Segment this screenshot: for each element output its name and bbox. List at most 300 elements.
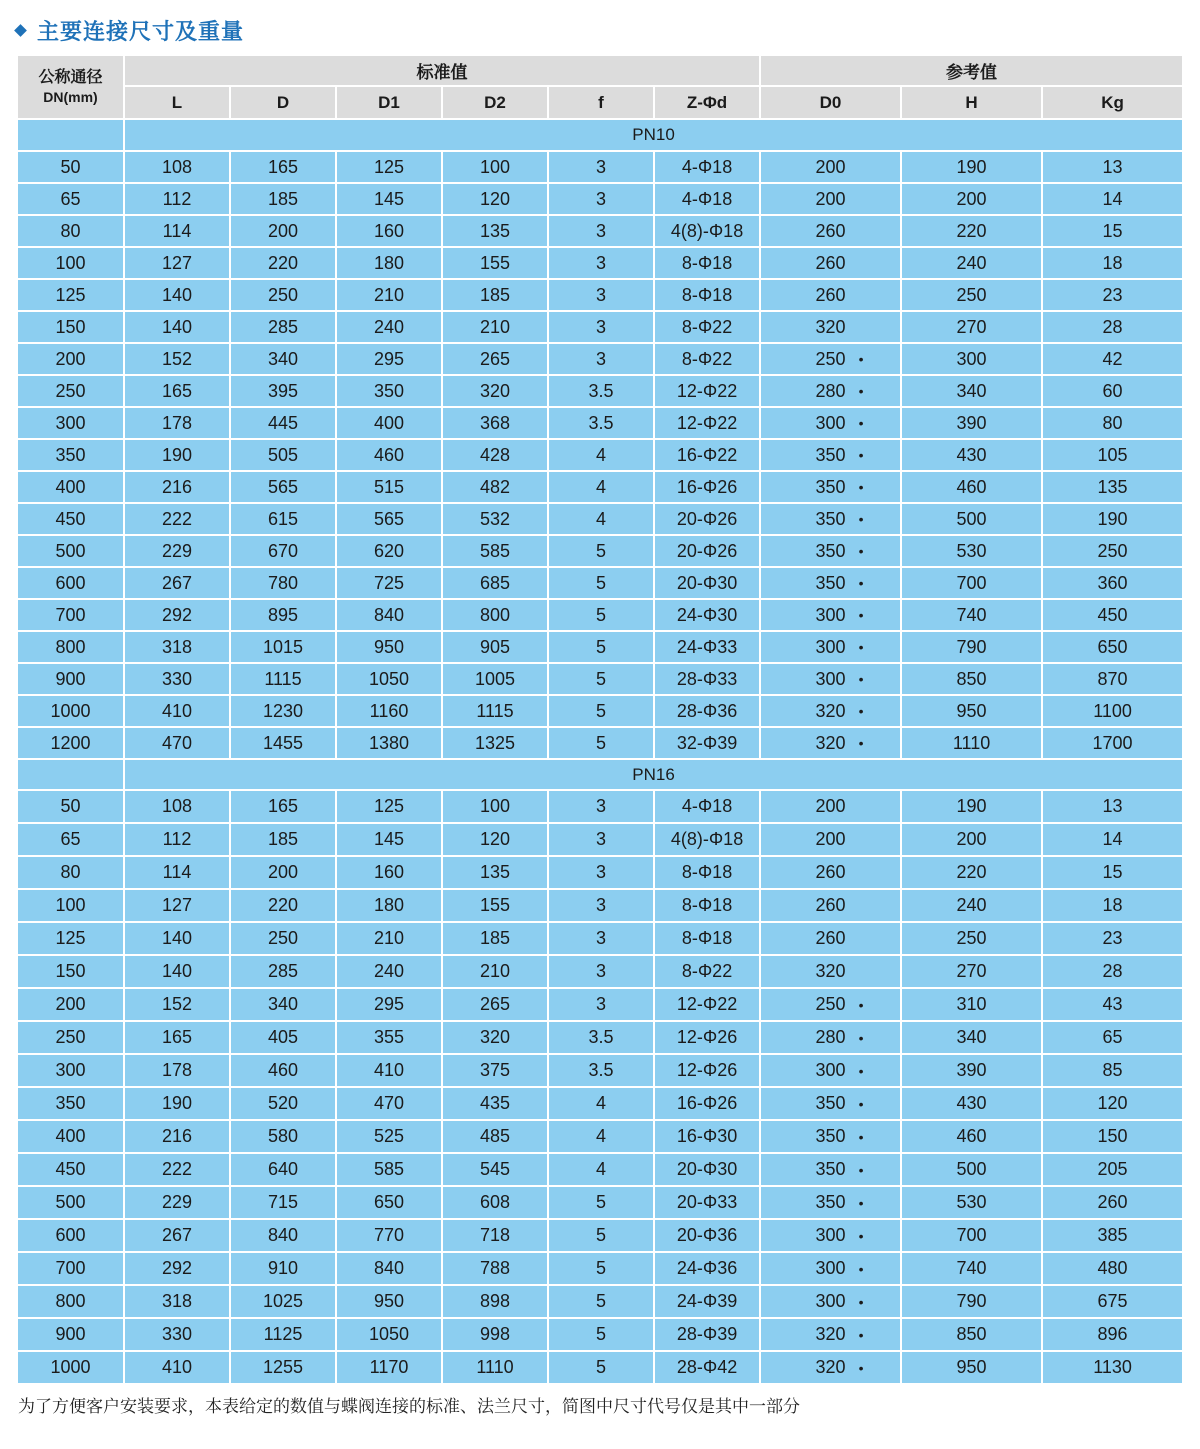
cell-z: 24-Φ36 bbox=[654, 1252, 760, 1285]
cell-d2: 210 bbox=[442, 311, 548, 343]
table-row bbox=[17, 1021, 1183, 1054]
column-header: Z-Φd bbox=[654, 86, 760, 119]
cell-d1: 355 bbox=[336, 1021, 442, 1054]
marker-dot: • bbox=[858, 1161, 864, 1178]
cell-kg: 896 bbox=[1042, 1318, 1183, 1351]
cell-h: 270 bbox=[901, 311, 1042, 343]
cell-dn: 80 bbox=[17, 856, 124, 889]
cell-l: 178 bbox=[124, 407, 230, 439]
d0-number: 280 bbox=[815, 1027, 846, 1047]
cell-d0 bbox=[760, 471, 901, 503]
d0-value bbox=[816, 928, 846, 949]
cell-kg: 360 bbox=[1042, 567, 1183, 599]
cell-d0 bbox=[760, 183, 901, 215]
d0-number: 300 bbox=[815, 1225, 846, 1245]
cell-d2: 905 bbox=[442, 631, 548, 663]
cell-h: 340 bbox=[901, 375, 1042, 407]
cell-h: 500 bbox=[901, 1153, 1042, 1186]
d0-value bbox=[815, 412, 864, 434]
cell-d1: 770 bbox=[336, 1219, 442, 1252]
footnote: 为了方便客户安装要求，本表给定的数值与蝶阀连接的标准、法兰尺寸，简图中尺寸代号仅是其中一部分 bbox=[18, 1397, 800, 1417]
d0-number: 260 bbox=[815, 928, 846, 948]
cell-d: 185 bbox=[230, 823, 336, 856]
cell-dn: 65 bbox=[17, 823, 124, 856]
d0-value bbox=[815, 1027, 864, 1048]
blank-cell bbox=[17, 119, 124, 151]
cell-kg: 1700 bbox=[1042, 727, 1183, 759]
cell-d0 bbox=[760, 1054, 901, 1087]
marker-dot: • bbox=[858, 511, 864, 527]
cell-d2: 545 bbox=[442, 1153, 548, 1186]
d0-value bbox=[815, 700, 864, 722]
cell-d1: 1380 bbox=[336, 727, 442, 759]
cell-h: 460 bbox=[901, 1120, 1042, 1153]
cell-z: 28-Φ39 bbox=[654, 1318, 760, 1351]
cell-dn: 600 bbox=[17, 567, 124, 599]
cell-kg: 43 bbox=[1042, 988, 1183, 1021]
cell-d2: 435 bbox=[442, 1087, 548, 1120]
d0-number: 250 bbox=[815, 348, 846, 369]
cell-dn: 300 bbox=[17, 407, 124, 439]
cell-l: 165 bbox=[124, 1021, 230, 1054]
cell-d0 bbox=[760, 1120, 901, 1153]
cell-d2: 998 bbox=[442, 1318, 548, 1351]
cell-dn: 65 bbox=[17, 183, 124, 215]
cell-kg: 260 bbox=[1042, 1186, 1183, 1219]
d0-number: 350 bbox=[815, 1192, 846, 1212]
cell-l: 222 bbox=[124, 503, 230, 535]
d0-number: 350 bbox=[815, 444, 846, 465]
marker-dot: • bbox=[858, 1293, 864, 1310]
cell-d2: 585 bbox=[442, 535, 548, 567]
cell-d0 bbox=[760, 215, 901, 247]
cell-z: 8-Φ18 bbox=[654, 889, 760, 922]
cell-h: 220 bbox=[901, 215, 1042, 247]
cell-h: 340 bbox=[901, 1021, 1042, 1054]
cell-d0 bbox=[760, 375, 901, 407]
cell-l: 108 bbox=[124, 151, 230, 183]
cell-f: 5 bbox=[548, 663, 654, 695]
cell-d: 780 bbox=[230, 567, 336, 599]
cell-f: 3 bbox=[548, 343, 654, 375]
cell-d0 bbox=[760, 535, 901, 567]
cell-l: 216 bbox=[124, 471, 230, 503]
cell-d1: 145 bbox=[336, 183, 442, 215]
cell-h: 430 bbox=[901, 439, 1042, 471]
cell-f: 3 bbox=[548, 279, 654, 311]
cell-h: 190 bbox=[901, 151, 1042, 183]
cell-kg: 80 bbox=[1042, 407, 1183, 439]
cell-d: 395 bbox=[230, 375, 336, 407]
d0-number: 200 bbox=[815, 156, 846, 177]
table-row bbox=[17, 1087, 1183, 1120]
cell-d0 bbox=[760, 1186, 901, 1219]
cell-l: 470 bbox=[124, 727, 230, 759]
d0-number: 350 bbox=[815, 1093, 846, 1113]
cell-dn: 700 bbox=[17, 1252, 124, 1285]
cell-f: 5 bbox=[548, 695, 654, 727]
cell-dn: 50 bbox=[17, 790, 124, 823]
cell-dn: 150 bbox=[17, 955, 124, 988]
cell-d: 840 bbox=[230, 1219, 336, 1252]
cell-d: 285 bbox=[230, 955, 336, 988]
table-row bbox=[17, 279, 1183, 311]
cell-d2: 532 bbox=[442, 503, 548, 535]
cell-d2: 185 bbox=[442, 279, 548, 311]
d0-value bbox=[815, 604, 864, 626]
pressure-class-label: PN16 bbox=[124, 759, 1183, 790]
cell-f: 3 bbox=[548, 922, 654, 955]
cell-d0 bbox=[760, 1087, 901, 1120]
marker-dot: • bbox=[858, 415, 864, 431]
cell-d: 1455 bbox=[230, 727, 336, 759]
cell-d: 615 bbox=[230, 503, 336, 535]
d0-value bbox=[816, 317, 846, 338]
diamond-bullet-icon bbox=[14, 24, 27, 37]
marker-dot: • bbox=[858, 1227, 864, 1244]
d0-number: 350 bbox=[815, 508, 846, 529]
cell-d1: 840 bbox=[336, 599, 442, 631]
cell-d1: 650 bbox=[336, 1186, 442, 1219]
marker-dot: • bbox=[858, 575, 864, 591]
cell-dn: 250 bbox=[17, 1021, 124, 1054]
cell-kg: 250 bbox=[1042, 535, 1183, 567]
cell-d1: 1170 bbox=[336, 1351, 442, 1384]
table-row bbox=[17, 183, 1183, 215]
table-row bbox=[17, 439, 1183, 471]
cell-d1: 840 bbox=[336, 1252, 442, 1285]
cell-d1: 180 bbox=[336, 247, 442, 279]
d0-value bbox=[815, 1060, 864, 1081]
cell-l: 140 bbox=[124, 922, 230, 955]
cell-h: 700 bbox=[901, 1219, 1042, 1252]
cell-f: 4 bbox=[548, 439, 654, 471]
cell-h: 850 bbox=[901, 1318, 1042, 1351]
cell-d0 bbox=[760, 311, 901, 343]
cell-d: 185 bbox=[230, 183, 336, 215]
table-row bbox=[17, 955, 1183, 988]
cell-d1: 160 bbox=[336, 215, 442, 247]
cell-d0 bbox=[760, 823, 901, 856]
cell-f: 3 bbox=[548, 955, 654, 988]
cell-dn: 1200 bbox=[17, 727, 124, 759]
cell-z: 4-Φ18 bbox=[654, 151, 760, 183]
cell-kg: 135 bbox=[1042, 471, 1183, 503]
cell-f: 4 bbox=[548, 1087, 654, 1120]
cell-kg: 450 bbox=[1042, 599, 1183, 631]
cell-kg: 28 bbox=[1042, 311, 1183, 343]
cell-d0 bbox=[760, 503, 901, 535]
cell-kg: 120 bbox=[1042, 1087, 1183, 1120]
cell-h: 950 bbox=[901, 695, 1042, 727]
cell-f: 4 bbox=[548, 1153, 654, 1186]
cell-d2: 428 bbox=[442, 439, 548, 471]
cell-h: 500 bbox=[901, 503, 1042, 535]
cell-d1: 240 bbox=[336, 955, 442, 988]
cell-h: 270 bbox=[901, 955, 1042, 988]
d0-number: 300 bbox=[815, 668, 846, 689]
cell-z: 8-Φ22 bbox=[654, 311, 760, 343]
cell-d2: 375 bbox=[442, 1054, 548, 1087]
d0-number: 260 bbox=[815, 895, 846, 915]
cell-h: 790 bbox=[901, 1285, 1042, 1318]
cell-l: 229 bbox=[124, 535, 230, 567]
marker-dot: • bbox=[858, 1128, 864, 1145]
cell-h: 300 bbox=[901, 343, 1042, 375]
d0-value bbox=[815, 476, 864, 498]
marker-dot: • bbox=[858, 735, 864, 751]
d0-value bbox=[816, 189, 846, 210]
cell-d0 bbox=[760, 599, 901, 631]
cell-d0 bbox=[760, 856, 901, 889]
cell-d0 bbox=[760, 889, 901, 922]
pressure-class-label: PN10 bbox=[124, 119, 1183, 151]
cell-dn: 80 bbox=[17, 215, 124, 247]
page-title: 主要连接尺寸及重量 bbox=[37, 19, 245, 45]
cell-z: 20-Φ26 bbox=[654, 535, 760, 567]
cell-d2: 1110 bbox=[442, 1351, 548, 1384]
d0-value bbox=[815, 540, 864, 562]
table-row bbox=[17, 1318, 1183, 1351]
cell-z: 12-Φ26 bbox=[654, 1021, 760, 1054]
table-row bbox=[17, 215, 1183, 247]
cell-kg: 1100 bbox=[1042, 695, 1183, 727]
cell-z: 20-Φ30 bbox=[654, 1153, 760, 1186]
marker-dot: • bbox=[858, 383, 864, 399]
cell-l: 140 bbox=[124, 955, 230, 988]
cell-d1: 145 bbox=[336, 823, 442, 856]
cell-l: 108 bbox=[124, 790, 230, 823]
section-title bbox=[14, 14, 244, 46]
cell-f: 3.5 bbox=[548, 407, 654, 439]
cell-dn: 125 bbox=[17, 922, 124, 955]
cell-l: 152 bbox=[124, 988, 230, 1021]
cell-kg: 1130 bbox=[1042, 1351, 1183, 1384]
cell-f: 3 bbox=[548, 856, 654, 889]
cell-d1: 515 bbox=[336, 471, 442, 503]
cell-d: 405 bbox=[230, 1021, 336, 1054]
cell-kg: 18 bbox=[1042, 889, 1183, 922]
cell-d1: 210 bbox=[336, 922, 442, 955]
cell-z: 28-Φ33 bbox=[654, 663, 760, 695]
table-row bbox=[17, 856, 1183, 889]
cell-f: 5 bbox=[548, 1219, 654, 1252]
cell-d2: 265 bbox=[442, 343, 548, 375]
cell-z: 20-Φ36 bbox=[654, 1219, 760, 1252]
cell-f: 5 bbox=[548, 1285, 654, 1318]
cell-l: 190 bbox=[124, 439, 230, 471]
cell-d0 bbox=[760, 955, 901, 988]
cell-d2: 368 bbox=[442, 407, 548, 439]
cell-d0 bbox=[760, 407, 901, 439]
cell-d1: 1160 bbox=[336, 695, 442, 727]
cell-z: 12-Φ22 bbox=[654, 375, 760, 407]
d0-number: 320 bbox=[815, 316, 846, 337]
cell-l: 140 bbox=[124, 279, 230, 311]
column-header: D bbox=[230, 86, 336, 119]
cell-d0 bbox=[760, 1318, 901, 1351]
d0-number: 300 bbox=[815, 636, 846, 657]
marker-dot: • bbox=[858, 1029, 864, 1046]
d0-number: 350 bbox=[815, 572, 846, 593]
cell-dn: 300 bbox=[17, 1054, 124, 1087]
cell-d: 445 bbox=[230, 407, 336, 439]
cell-d1: 725 bbox=[336, 567, 442, 599]
marker-dot: • bbox=[858, 1095, 864, 1112]
table-row bbox=[17, 889, 1183, 922]
d0-value bbox=[815, 1291, 864, 1312]
cell-z: 8-Φ22 bbox=[654, 955, 760, 988]
d0-value bbox=[815, 572, 864, 594]
table-row bbox=[17, 471, 1183, 503]
cell-f: 3.5 bbox=[548, 375, 654, 407]
d0-number: 260 bbox=[815, 862, 846, 882]
cell-f: 3 bbox=[548, 247, 654, 279]
cell-f: 5 bbox=[548, 1351, 654, 1384]
cell-h: 390 bbox=[901, 1054, 1042, 1087]
cell-l: 152 bbox=[124, 343, 230, 375]
d0-number: 200 bbox=[815, 829, 846, 849]
cell-d: 1025 bbox=[230, 1285, 336, 1318]
cell-z: 28-Φ42 bbox=[654, 1351, 760, 1384]
cell-d2: 788 bbox=[442, 1252, 548, 1285]
cell-d: 715 bbox=[230, 1186, 336, 1219]
d0-number: 350 bbox=[815, 1159, 846, 1179]
cell-d2: 320 bbox=[442, 375, 548, 407]
cell-d1: 525 bbox=[336, 1120, 442, 1153]
table-row bbox=[17, 311, 1183, 343]
cell-d: 1115 bbox=[230, 663, 336, 695]
table-row bbox=[17, 1054, 1183, 1087]
cell-d: 200 bbox=[230, 215, 336, 247]
cell-d: 200 bbox=[230, 856, 336, 889]
cell-l: 178 bbox=[124, 1054, 230, 1087]
cell-f: 4 bbox=[548, 503, 654, 535]
cell-dn: 1000 bbox=[17, 1351, 124, 1384]
cell-dn: 100 bbox=[17, 889, 124, 922]
cell-l: 292 bbox=[124, 599, 230, 631]
cell-dn: 900 bbox=[17, 663, 124, 695]
d0-value bbox=[815, 994, 864, 1015]
cell-f: 5 bbox=[548, 1186, 654, 1219]
cell-dn: 700 bbox=[17, 599, 124, 631]
dn-header bbox=[17, 55, 124, 119]
d0-value bbox=[815, 444, 864, 466]
cell-f: 5 bbox=[548, 1318, 654, 1351]
d0-value bbox=[815, 1324, 864, 1345]
cell-d2: 210 bbox=[442, 955, 548, 988]
marker-dot: • bbox=[858, 479, 864, 495]
cell-z: 4-Φ18 bbox=[654, 183, 760, 215]
cell-f: 4 bbox=[548, 471, 654, 503]
d0-number: 300 bbox=[815, 1258, 846, 1278]
cell-d2: 485 bbox=[442, 1120, 548, 1153]
cell-l: 216 bbox=[124, 1120, 230, 1153]
cell-f: 3 bbox=[548, 311, 654, 343]
cell-h: 390 bbox=[901, 407, 1042, 439]
d0-value bbox=[816, 796, 846, 817]
cell-z: 8-Φ18 bbox=[654, 856, 760, 889]
cell-f: 5 bbox=[548, 727, 654, 759]
cell-h: 220 bbox=[901, 856, 1042, 889]
standard-values-header: 标准值 bbox=[124, 55, 760, 86]
cell-kg: 42 bbox=[1042, 343, 1183, 375]
cell-l: 229 bbox=[124, 1186, 230, 1219]
table-row bbox=[17, 988, 1183, 1021]
cell-kg: 23 bbox=[1042, 279, 1183, 311]
cell-z: 16-Φ26 bbox=[654, 1087, 760, 1120]
cell-z: 4-Φ18 bbox=[654, 790, 760, 823]
cell-h: 310 bbox=[901, 988, 1042, 1021]
table-row bbox=[17, 663, 1183, 695]
cell-d2: 265 bbox=[442, 988, 548, 1021]
d0-value bbox=[816, 253, 846, 274]
cell-f: 5 bbox=[548, 535, 654, 567]
cell-dn: 900 bbox=[17, 1318, 124, 1351]
cell-kg: 14 bbox=[1042, 183, 1183, 215]
cell-d0 bbox=[760, 1219, 901, 1252]
cell-f: 3 bbox=[548, 790, 654, 823]
cell-d: 1230 bbox=[230, 695, 336, 727]
cell-dn: 250 bbox=[17, 375, 124, 407]
cell-d: 1255 bbox=[230, 1351, 336, 1384]
d0-number: 280 bbox=[815, 380, 846, 401]
cell-d0 bbox=[760, 1285, 901, 1318]
marker-dot: • bbox=[858, 1062, 864, 1079]
blank-cell bbox=[17, 759, 124, 790]
cell-z: 24-Φ39 bbox=[654, 1285, 760, 1318]
dn-header-cn: 公称通径 bbox=[38, 67, 103, 86]
cell-l: 410 bbox=[124, 1351, 230, 1384]
cell-d: 285 bbox=[230, 311, 336, 343]
cell-d: 580 bbox=[230, 1120, 336, 1153]
cell-dn: 1000 bbox=[17, 695, 124, 727]
cell-h: 250 bbox=[901, 922, 1042, 955]
cell-l: 114 bbox=[124, 856, 230, 889]
table-row bbox=[17, 1285, 1183, 1318]
cell-dn: 400 bbox=[17, 1120, 124, 1153]
cell-z: 16-Φ30 bbox=[654, 1120, 760, 1153]
cell-kg: 85 bbox=[1042, 1054, 1183, 1087]
table-row bbox=[17, 1219, 1183, 1252]
marker-dot: • bbox=[858, 607, 864, 623]
cell-f: 3 bbox=[548, 151, 654, 183]
cell-l: 410 bbox=[124, 695, 230, 727]
d0-value bbox=[816, 221, 846, 242]
table-row bbox=[17, 151, 1183, 183]
cell-d0 bbox=[760, 567, 901, 599]
cell-kg: 205 bbox=[1042, 1153, 1183, 1186]
cell-d2: 135 bbox=[442, 215, 548, 247]
cell-kg: 190 bbox=[1042, 503, 1183, 535]
table-row bbox=[17, 922, 1183, 955]
cell-d1: 470 bbox=[336, 1087, 442, 1120]
table-row bbox=[17, 247, 1183, 279]
d0-number: 300 bbox=[815, 412, 846, 433]
cell-f: 4 bbox=[548, 1120, 654, 1153]
cell-d: 250 bbox=[230, 279, 336, 311]
d0-value bbox=[816, 157, 846, 178]
cell-d: 220 bbox=[230, 247, 336, 279]
d0-number: 200 bbox=[815, 188, 846, 209]
cell-dn: 500 bbox=[17, 1186, 124, 1219]
cell-d1: 295 bbox=[336, 343, 442, 375]
cell-d: 340 bbox=[230, 988, 336, 1021]
cell-dn: 800 bbox=[17, 1285, 124, 1318]
cell-h: 240 bbox=[901, 889, 1042, 922]
marker-dot: • bbox=[858, 1359, 864, 1376]
cell-kg: 15 bbox=[1042, 215, 1183, 247]
